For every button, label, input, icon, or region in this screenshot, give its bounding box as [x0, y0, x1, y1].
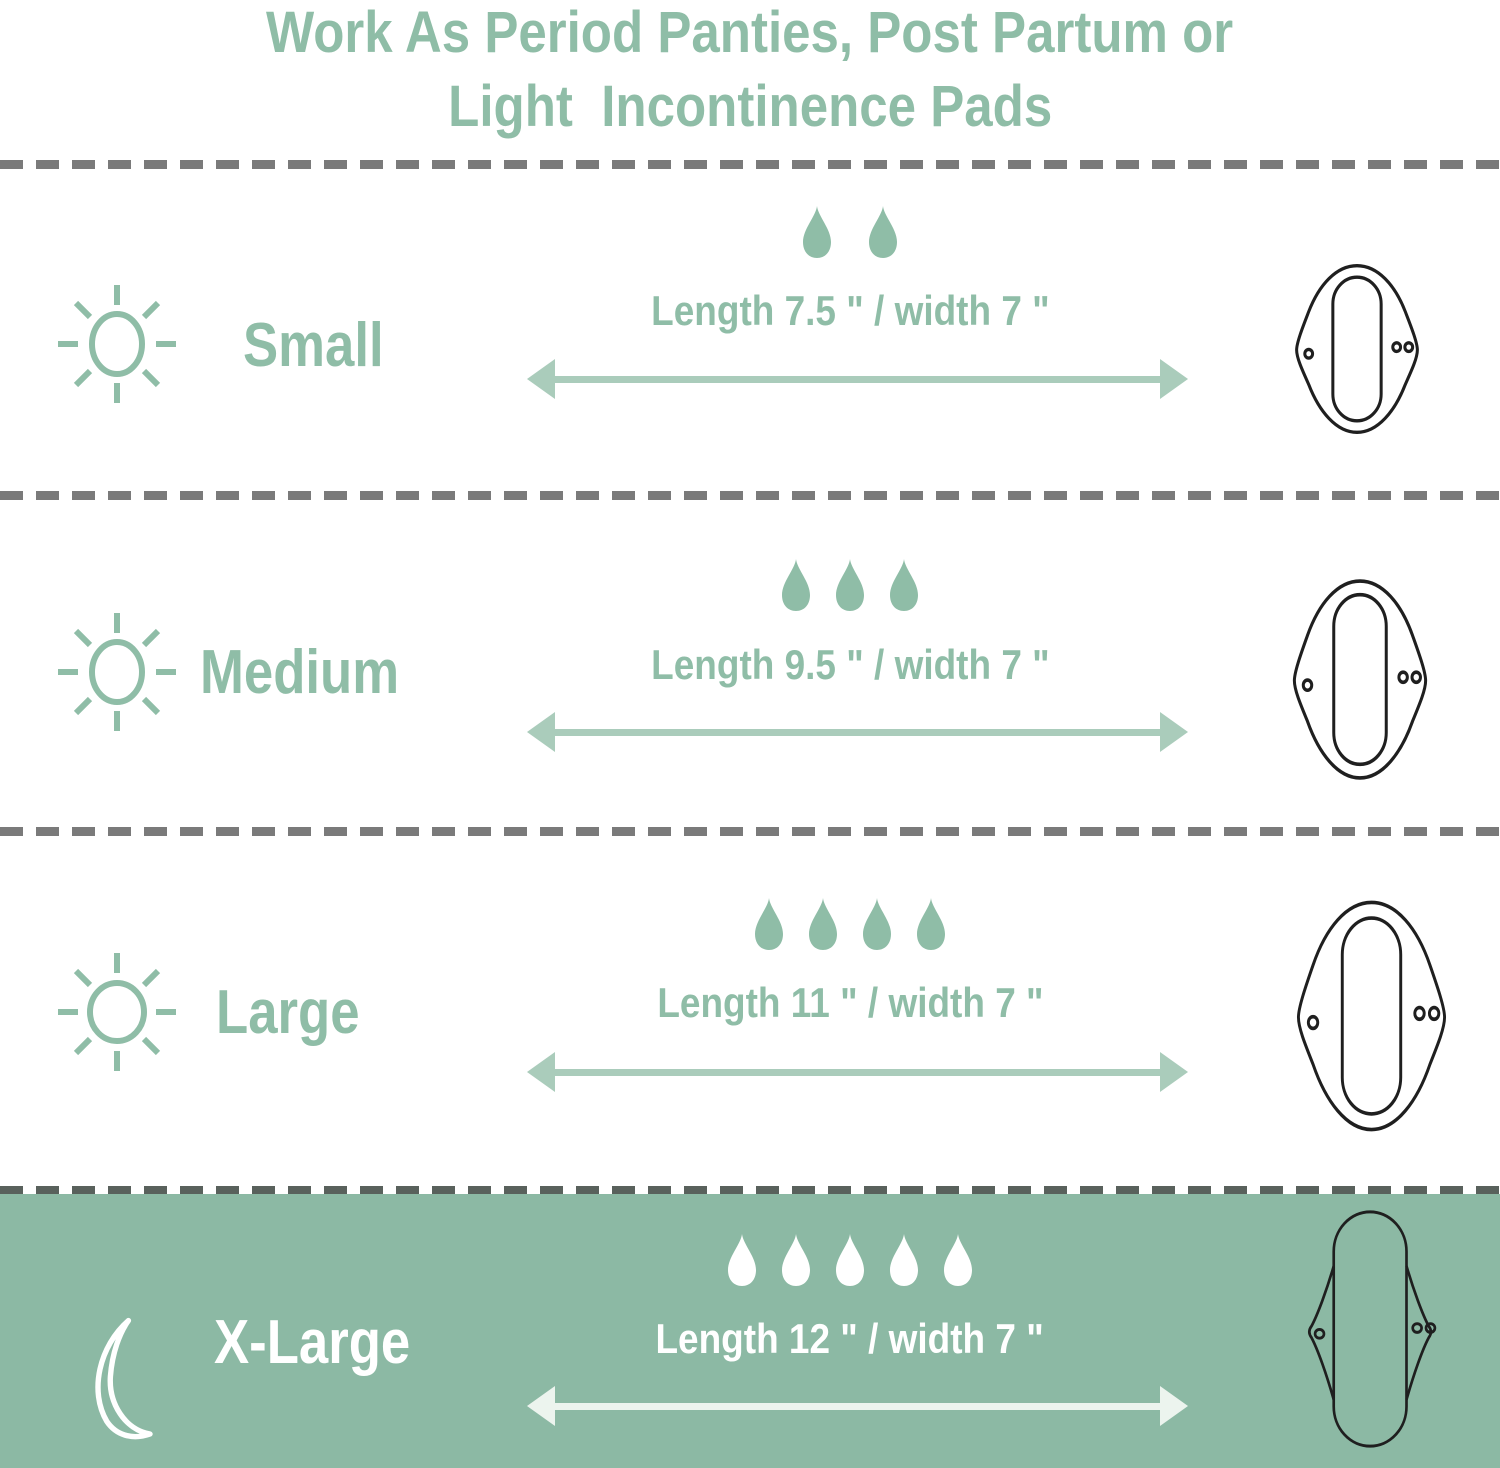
water-drop-icon	[722, 1232, 762, 1288]
page-title-line-1: Work As Period Panties, Post Partum or	[266, 0, 1234, 65]
pad-illustration	[1285, 572, 1435, 787]
size-row-large	[0, 836, 1500, 1186]
length-arrow	[525, 1050, 1190, 1094]
water-drop-icon	[776, 1232, 816, 1288]
water-drop-icon	[776, 557, 816, 613]
absorbency-drops	[510, 557, 1190, 613]
water-drop-icon	[803, 896, 843, 952]
size-row-small	[0, 171, 1500, 491]
water-drop-icon	[749, 896, 789, 952]
size-label: Large	[216, 978, 360, 1047]
water-drop-icon	[884, 1232, 924, 1288]
size-label: Small	[243, 311, 384, 380]
absorbency-drops	[510, 896, 1190, 952]
size-row-xlarge	[0, 1194, 1500, 1468]
size-label: Medium	[200, 638, 400, 707]
dashed-divider	[0, 160, 1500, 169]
pad-illustration	[1288, 258, 1426, 440]
water-drop-icon	[938, 1232, 978, 1288]
sun-icon	[52, 947, 182, 1077]
size-label: X-Large	[214, 1308, 411, 1377]
length-arrow	[525, 1384, 1190, 1428]
dimension-text: Length 7.5 " / width 7 "	[650, 287, 1050, 334]
absorbency-drops	[510, 204, 1190, 260]
dimension-text: Length 9.5 " / width 7 "	[650, 641, 1050, 688]
page-title-line-2: Light Incontinence Pads	[447, 74, 1053, 139]
water-drop-icon	[830, 557, 870, 613]
water-drop-icon	[797, 204, 837, 260]
absorbency-drops	[510, 1232, 1190, 1288]
pad-illustration	[1300, 1208, 1442, 1450]
size-row-medium	[0, 500, 1500, 827]
water-drop-icon	[884, 557, 924, 613]
pad-illustration	[1288, 892, 1455, 1140]
length-arrow	[525, 357, 1190, 401]
water-drop-icon	[863, 204, 903, 260]
sun-icon	[52, 279, 182, 409]
water-drop-icon	[911, 896, 951, 952]
water-drop-icon	[857, 896, 897, 952]
water-drop-icon	[830, 1232, 870, 1288]
sun-icon	[52, 607, 182, 737]
dashed-divider	[0, 827, 1500, 836]
dimension-text: Length 11 " / width 7 "	[656, 979, 1044, 1026]
moon-icon	[78, 1312, 168, 1448]
length-arrow	[525, 710, 1190, 754]
dimension-text: Length 12 " / width 7 "	[655, 1315, 1045, 1362]
dashed-divider	[0, 491, 1500, 500]
